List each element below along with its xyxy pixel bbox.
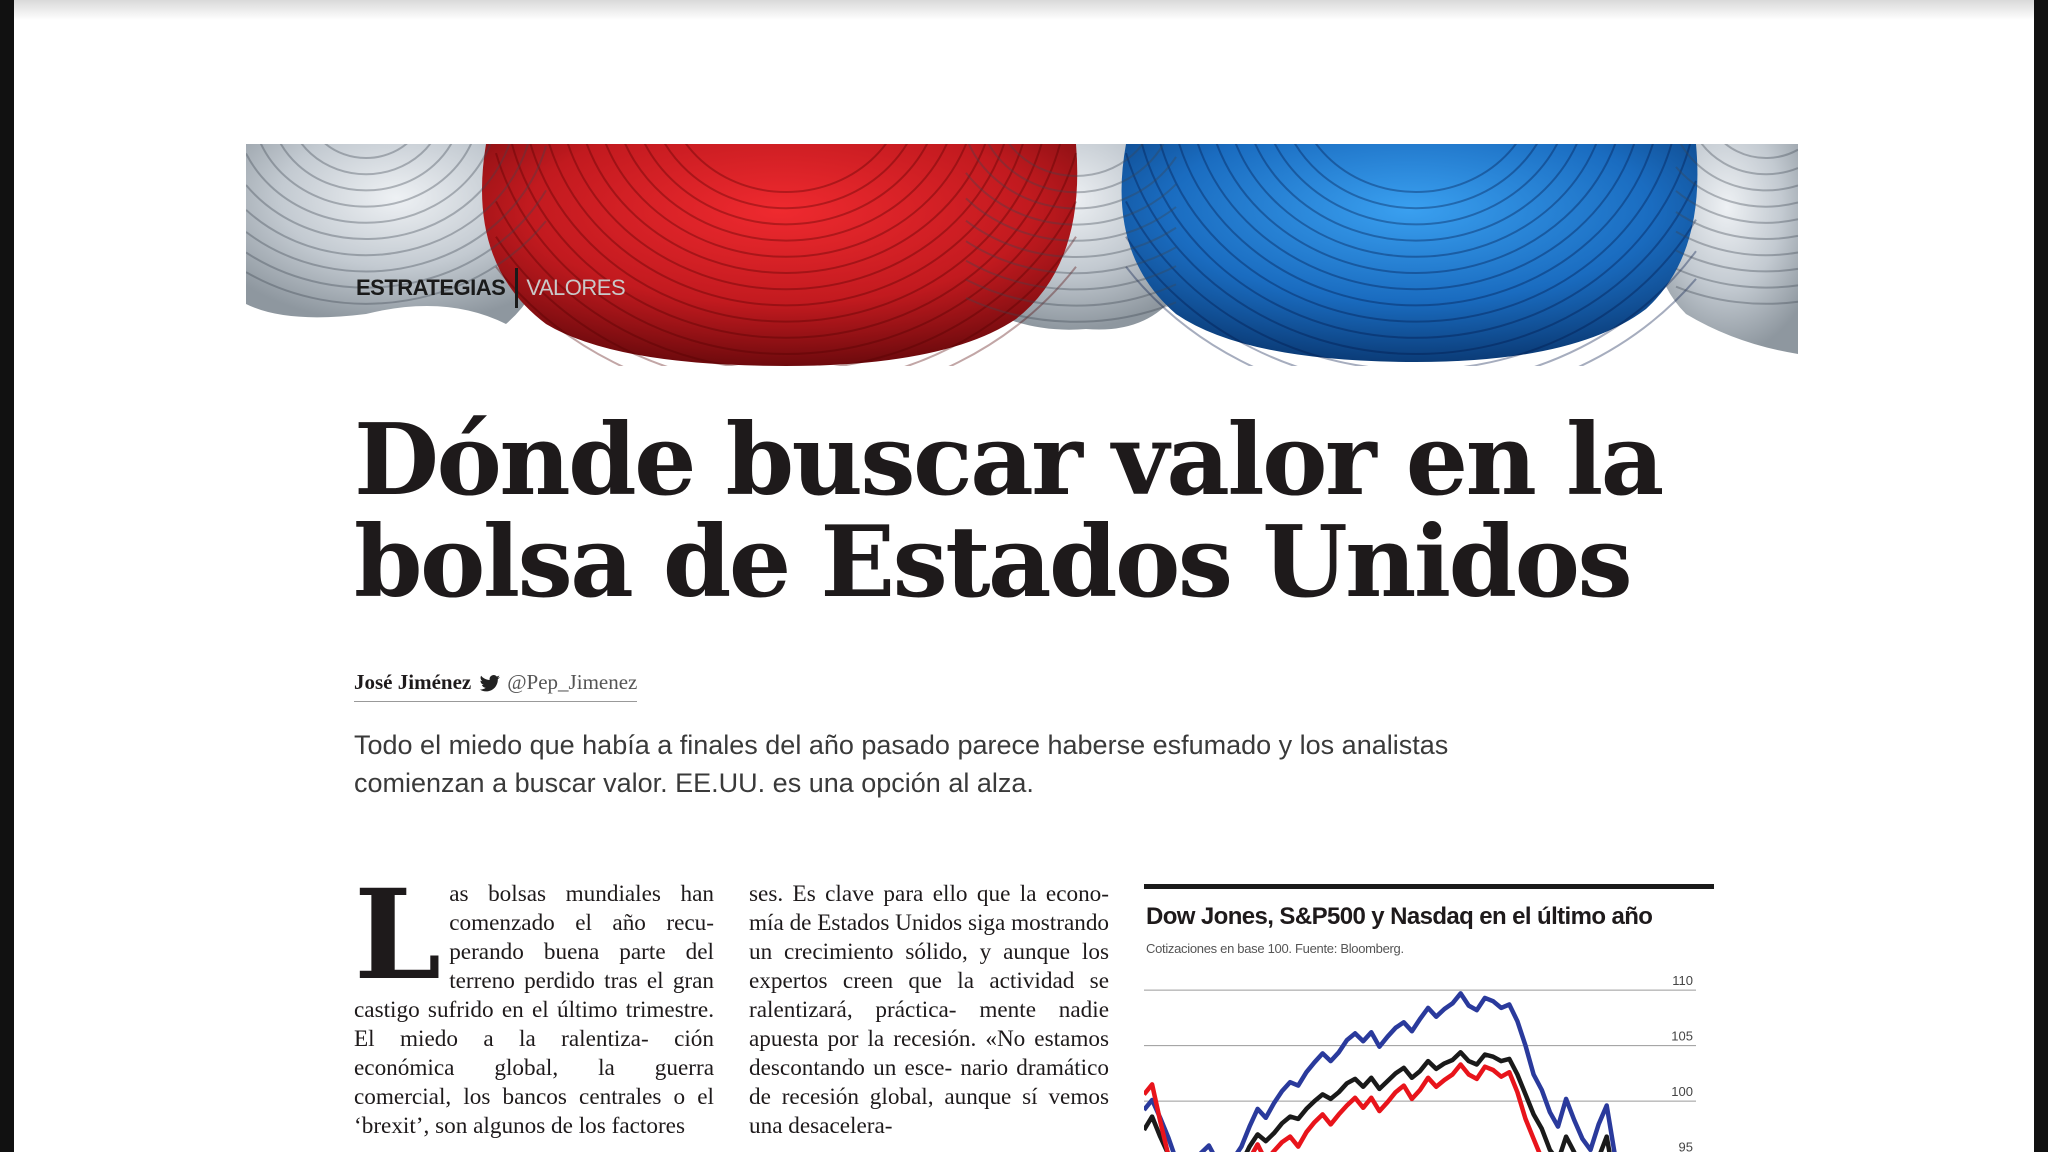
chart-title: Dow Jones, S&P500 y Nasdaq en el último año: [1146, 903, 1653, 930]
twitter-bird-icon: [479, 674, 501, 692]
magazine-page: [14, 0, 2034, 1152]
body-line: terreno perdido tras el: [449, 968, 664, 994]
body-line: aunque los expertos creen que la: [749, 939, 1109, 994]
body-line: comercial, los bancos centrales o el: [354, 1084, 714, 1110]
body-line: aunque sí vemos una desacelera-: [749, 1084, 1109, 1139]
body-line: as bolsas mundiales han: [449, 881, 714, 907]
body-line: mía de Estados Unidos siga: [749, 910, 1006, 936]
body-line: mostrando un crecimiento sólido, y: [749, 910, 1110, 965]
header-banner: [246, 144, 1798, 366]
market-chart: [1144, 884, 1714, 1152]
drop-cap: L: [354, 863, 442, 1008]
body-line: trimestre. El miedo a la ralentiza-: [354, 997, 714, 1052]
headline-line-2: bolsa de Estados Unidos: [354, 505, 1631, 620]
y-tick-label: 110: [1672, 973, 1693, 989]
y-tick-label: 100: [1671, 1084, 1693, 1100]
body-line: comenzado el año recu-: [449, 910, 714, 936]
chart-subtitle: Cotizaciones en base 100. Fuente: Bloomberg.: [1146, 941, 1404, 956]
page-top-shadow: [14, 0, 2034, 20]
body-line: nario dramático de recesión global,: [749, 1055, 1110, 1110]
section-subname: VALORES: [526, 275, 626, 300]
body-line: ción económica global, la guerra: [354, 1026, 714, 1081]
byline: [354, 670, 637, 702]
body-line: mente nadie apuesta por la recesión.: [749, 997, 1109, 1052]
article-headline: [354, 403, 1794, 620]
lede-line-1: Todo el miedo que había a finales del año pasado parece haberse esfumado y los analistas: [354, 730, 1449, 760]
line-chart-plot: [1144, 959, 1714, 1152]
section-divider: [515, 268, 518, 308]
body-column-2: [749, 880, 1109, 1141]
body-line: actividad se ralentizará, práctica-: [749, 968, 1109, 1023]
body-line: ‘brexit’, son algunos de los factores: [354, 1113, 685, 1139]
lede-line-2: comienzan a buscar valor. EE.UU. es una opción al alza.: [354, 768, 1034, 798]
body-line: gran castigo sufrido en el último: [354, 968, 715, 1023]
body-line: perando buena parte del: [449, 939, 714, 965]
article-lede: [354, 726, 1454, 802]
fabric-banner-image: [246, 144, 1798, 366]
section-label: [356, 268, 625, 308]
section-name: ESTRATEGIAS: [356, 275, 506, 300]
author-name: José Jiménez: [354, 670, 472, 694]
body-line: ses. Es clave para ello que la econo-: [749, 881, 1109, 907]
body-column-1: [354, 863, 715, 1141]
y-tick-label: 105: [1671, 1028, 1693, 1044]
body-line: «No estamos descontando un esce-: [749, 1026, 1110, 1081]
twitter-handle[interactable]: @Pep_Jimenez: [507, 670, 638, 694]
headline-line-1: Dónde buscar valor en la: [354, 403, 1662, 518]
y-tick-label: 95: [1678, 1139, 1693, 1152]
